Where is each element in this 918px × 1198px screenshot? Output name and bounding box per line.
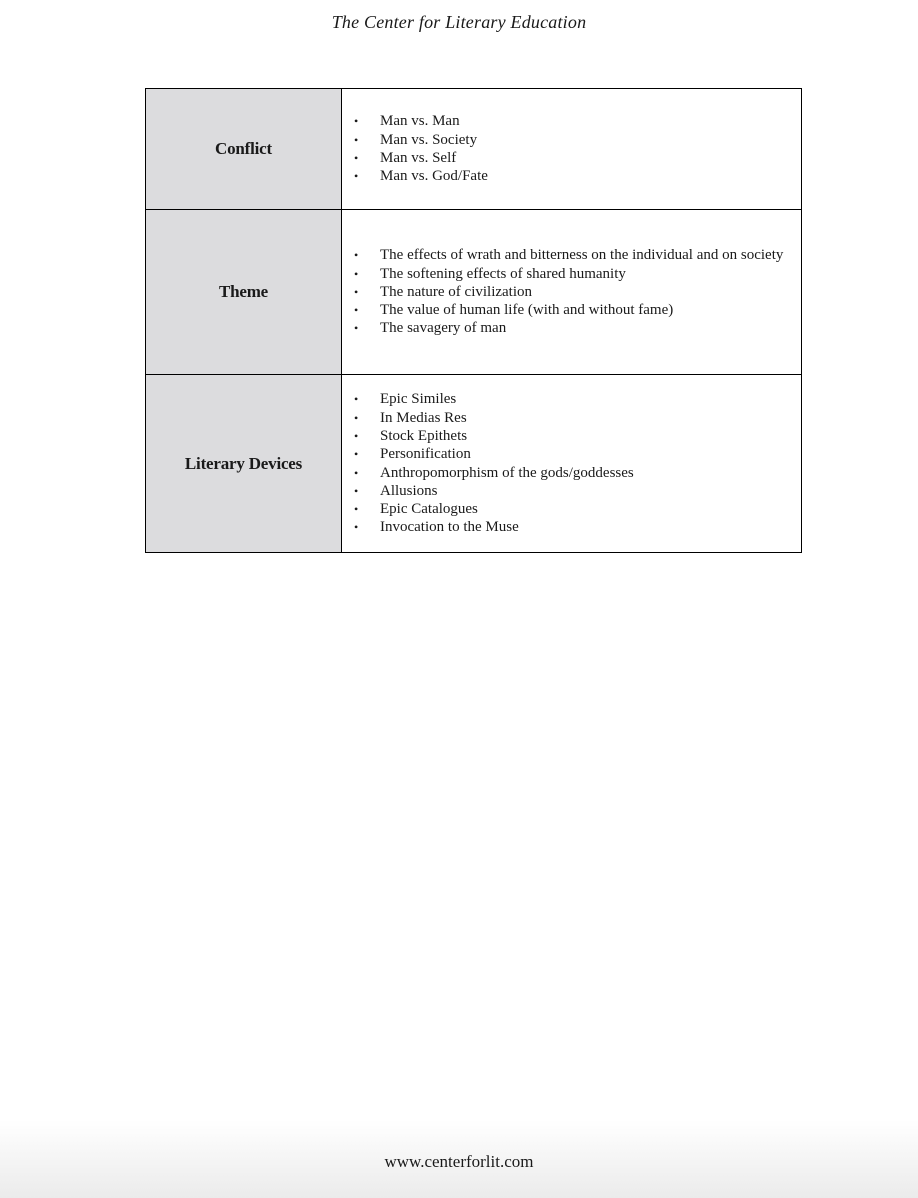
list-item: • Man vs. God/Fate: [354, 167, 801, 185]
list-item: • Epic Catalogues: [354, 500, 801, 518]
row-label-literary-devices: Literary Devices: [146, 375, 342, 553]
literary-devices-list: [342, 390, 801, 536]
row-content-theme: [342, 210, 802, 375]
list-item: • Man vs. Society: [354, 131, 801, 149]
row-label-theme: Theme: [146, 210, 342, 375]
list-item: • The softening effects of shared humanity: [354, 265, 801, 283]
row-content-conflict: [342, 89, 802, 210]
list-item: • Man vs. Man: [354, 112, 801, 130]
list-item: • Stock Epithets: [354, 427, 801, 445]
row-label-conflict: Conflict: [146, 89, 342, 210]
page-header-title: The Center for Literary Education: [331, 12, 587, 32]
table-row-theme: [146, 210, 802, 375]
list-item: • The nature of civilization: [354, 283, 801, 301]
conflict-list: [342, 112, 801, 185]
list-item: • The savagery of man: [354, 319, 801, 337]
theme-list: [342, 246, 801, 337]
list-item: • The effects of wrath and bitterness on the individual and on society: [354, 246, 801, 264]
list-item: • In Medias Res: [354, 409, 801, 427]
row-content-literary-devices: [342, 375, 802, 553]
list-item: • Man vs. Self: [354, 149, 801, 167]
list-item: • Allusions: [354, 482, 801, 500]
list-item: • Epic Similes: [354, 390, 801, 408]
list-item: • Invocation to the Muse: [354, 518, 801, 536]
table-row-conflict: [146, 89, 802, 210]
literary-elements-table: [145, 88, 802, 553]
list-item: • Personification: [354, 445, 801, 463]
footer-website-url: www.centerforlit.com: [384, 1152, 534, 1171]
list-item: • The value of human life (with and without fame): [354, 301, 801, 319]
list-item: • Anthropomorphism of the gods/goddesses: [354, 464, 801, 482]
table-row-literary-devices: [146, 375, 802, 553]
